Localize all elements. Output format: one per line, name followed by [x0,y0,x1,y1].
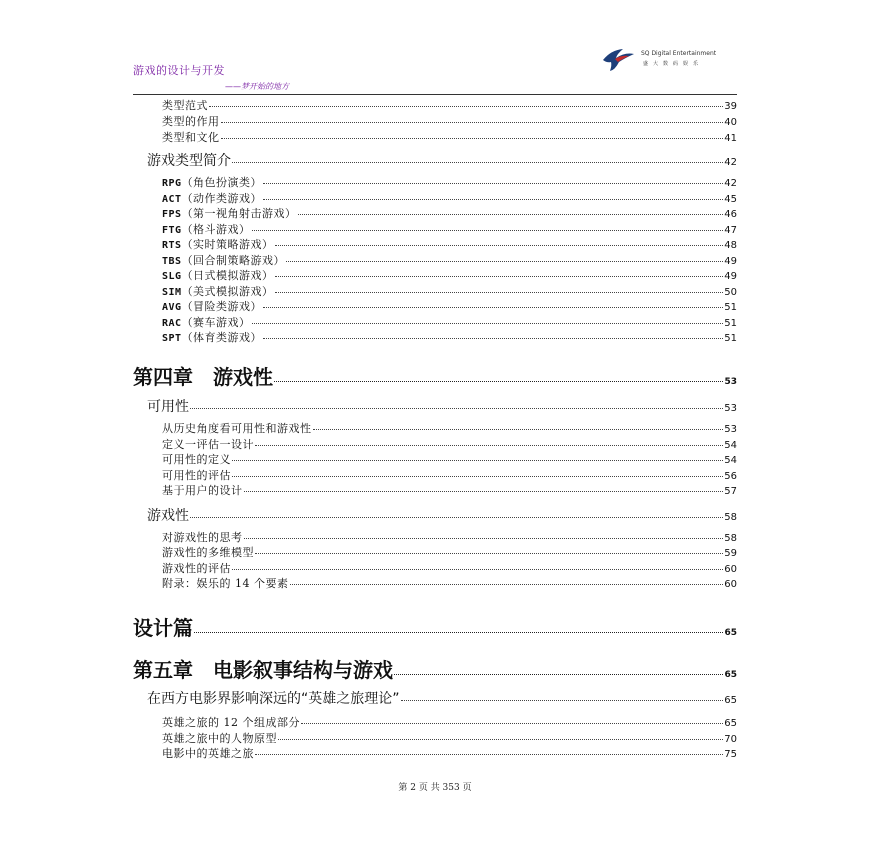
toc-entry-text: 类型的作用 [162,115,220,128]
toc-entry-page: 51 [724,302,737,313]
toc-entry-abbr: RTS [162,240,182,251]
toc-dot-leader [301,723,723,724]
logo-chinese-text: 盛大数码娱乐 [643,61,704,67]
toc-entry-label [162,714,300,730]
toc-entry-label [162,314,251,330]
toc-entry-label [162,221,251,237]
toc-entry-text: 对游戏性的思考 [162,531,243,544]
toc-entry-text: 游戏性的评估 [162,562,231,575]
toc-entry[interactable] [147,396,737,416]
toc-entry-page: 65 [724,628,737,638]
toc-entry[interactable] [162,730,737,746]
toc-entry-page: 48 [724,240,737,251]
toc-entry-text: 类型和文化 [162,131,220,144]
toc-dot-leader [263,199,723,200]
company-logo [601,46,731,74]
toc-entry[interactable] [133,654,737,683]
toc-entry-abbr: FPS [162,209,182,220]
toc-dot-leader [401,700,724,701]
toc-entry-label [162,283,274,299]
toc-dot-leader [209,106,723,107]
toc-entry-label [162,420,312,436]
toc-entry-abbr: SPT [162,333,182,344]
toc-dot-leader [255,553,723,554]
toc-entry[interactable] [162,714,737,730]
toc-dot-leader [232,569,723,570]
toc-entry[interactable] [162,529,737,545]
toc-entry-text: 类型范式 [162,99,208,112]
toc-entry-text: 可用性的定义 [162,453,231,466]
toc-dot-leader [221,122,724,123]
toc-entry-abbr: RAC [162,318,182,329]
toc-entry-page: 75 [724,749,737,760]
toc-dot-leader [275,245,724,246]
toc-entry-page: 47 [724,225,737,236]
toc-entry[interactable] [162,436,737,452]
toc-entry-label [162,113,220,129]
toc-entry-label [162,730,277,746]
toc-entry-text: 可用性 [147,399,189,415]
toc-entry-page: 40 [724,117,737,128]
toc-entry-label [162,745,254,761]
toc-entry[interactable] [162,221,737,237]
toc-dot-leader [255,445,723,446]
toc-entry-label [162,174,262,190]
toc-entry-page: 53 [724,403,737,414]
toc-entry[interactable] [133,612,737,641]
toc-entry-label [162,482,243,498]
toc-entry[interactable] [162,482,737,498]
toc-dot-leader [190,408,723,409]
toc-entry[interactable] [162,745,737,761]
toc-entry[interactable] [162,467,737,483]
toc-entry-page: 49 [724,271,737,282]
document-header-title: 游戏的设计与开发 [133,64,225,77]
toc-entry-text: （体育类游戏） [181,331,263,344]
toc-entry[interactable] [162,283,737,299]
toc-entry-page: 65 [724,670,737,680]
toc-entry-page: 58 [724,533,737,544]
document-header-subtitle: ——梦开始的地方 [225,82,289,91]
toc-dot-leader [275,292,724,293]
toc-entry-label [162,190,262,206]
page-footer: 第 2 页 共 353 页 [398,783,472,793]
toc-entry-page: 45 [724,194,737,205]
toc-dot-leader [274,381,723,382]
toc-entry[interactable] [162,236,737,252]
toc-entry[interactable] [162,544,737,560]
toc-dot-leader [263,307,723,308]
toc-entry-page: 65 [724,695,737,706]
toc-entry-page: 65 [724,718,737,729]
toc-entry-page: 46 [724,209,737,220]
logo-bird-icon [601,46,635,72]
toc-entry[interactable] [162,314,737,330]
toc-entry-label [162,298,262,314]
toc-entry-text: （角色扮演类） [181,176,263,189]
toc-entry-text: （格斗游戏） [181,223,251,236]
toc-entry[interactable] [162,190,737,206]
toc-dot-leader [244,538,724,539]
toc-entry-text: 英雄之旅中的人物原型 [162,732,277,745]
toc-entry-text: 游戏性的多维模型 [162,546,254,559]
toc-entry-text: 第四章 游戏性 [133,365,273,389]
toc-entry[interactable] [162,298,737,314]
toc-entry[interactable] [162,205,737,221]
toc-dot-leader [263,183,723,184]
toc-entry-page: 60 [724,579,737,590]
toc-entry-label [162,329,262,345]
toc-entry-text: 基于用户的设计 [162,484,243,497]
toc-entry-page: 41 [724,133,737,144]
toc-entry-text: 英雄之旅的 12 个组成部分 [162,716,300,729]
toc-entry[interactable] [162,113,737,129]
toc-entry-text: 在西方电影界影响深远的“英雄之旅理论” [147,691,400,707]
toc-entry-abbr: AVG [162,302,182,313]
toc-entry-label [147,150,231,170]
toc-entry-label [162,529,243,545]
toc-dot-leader [255,754,723,755]
header-divider [133,94,737,95]
toc-dot-leader [232,476,723,477]
toc-entry-abbr: ACT [162,194,182,205]
toc-entry[interactable] [162,252,737,268]
toc-dot-leader [313,429,724,430]
toc-entry-label [162,129,220,145]
toc-dot-leader [286,261,723,262]
toc-entry-text: 从历史角度看可用性和游戏性 [162,422,312,435]
toc-dot-leader [232,162,723,163]
toc-entry-page: 57 [724,486,737,497]
toc-entry-page: 54 [724,440,737,451]
toc-entry[interactable] [147,505,737,525]
toc-entry[interactable] [133,361,737,390]
toc-entry-label [147,688,400,708]
toc-entry-label [133,361,273,390]
toc-entry-page: 51 [724,318,737,329]
toc-entry-label [162,560,231,576]
toc-dot-leader [278,739,723,740]
toc-entry-text: 第五章 电影叙事结构与游戏 [133,658,393,682]
toc-entry-page: 42 [724,178,737,189]
toc-dot-leader [194,632,723,633]
toc-entry-page: 59 [724,548,737,559]
toc-entry-page: 54 [724,455,737,466]
toc-entry-text: （美式模拟游戏） [181,285,274,298]
toc-entry[interactable] [162,267,737,283]
toc-entry[interactable] [162,97,737,113]
toc-entry-abbr: SIM [162,287,182,298]
toc-entry-label [162,236,274,252]
toc-dot-leader [275,276,724,277]
toc-entry-label [162,575,289,591]
toc-entry[interactable] [147,150,737,170]
toc-dot-leader [232,460,723,461]
toc-entry-text: 设计篇 [133,616,193,640]
toc-entry-text: （冒险类游戏） [181,300,263,313]
toc-dot-leader [190,517,723,518]
toc-entry-text: （日式模拟游戏） [181,269,274,282]
toc-entry-page: 39 [724,101,737,112]
toc-entry-text: 可用性的评估 [162,469,231,482]
toc-dot-leader [298,214,724,215]
toc-entry-label [162,267,274,283]
logo-english-text: SQ Digital Entertainment [641,50,717,57]
toc-entry[interactable] [162,420,737,436]
toc-entry-abbr: SLG [162,271,182,282]
toc-entry-label [147,396,189,416]
toc-entry-page: 70 [724,734,737,745]
toc-entry[interactable] [162,560,737,576]
toc-entry-label [133,654,393,683]
toc-dot-leader [252,323,724,324]
toc-entry[interactable] [162,174,737,190]
toc-entry-label [162,436,254,452]
toc-dot-leader [394,674,723,675]
toc-entry[interactable] [147,688,737,708]
toc-entry[interactable] [162,329,737,345]
toc-entry-text: （第一视角射击游戏） [181,207,297,220]
toc-entry[interactable] [162,129,737,145]
toc-entry-page: 58 [724,512,737,523]
toc-entry-text: （动作类游戏） [181,192,263,205]
toc-entry-label [162,544,254,560]
toc-entry-label [162,252,285,268]
toc-entry[interactable] [162,575,737,591]
toc-entry-abbr: FTG [162,225,182,236]
toc-entry-page: 53 [724,377,737,387]
toc-entry-text: 附录：娱乐的 14 个要素 [162,577,289,590]
toc-dot-leader [263,338,723,339]
toc-entry-page: 53 [724,424,737,435]
toc-dot-leader [290,584,724,585]
toc-dot-leader [244,491,724,492]
toc-entry-text: （回合制策略游戏） [181,254,286,267]
toc-entry-page: 51 [724,333,737,344]
toc-entry-label [162,467,231,483]
toc-entry-text: （赛车游戏） [181,316,251,329]
toc-entry[interactable] [162,451,737,467]
toc-entry-abbr: TBS [162,256,182,267]
toc-entry-label [147,505,189,525]
toc-entry-label [162,97,208,113]
toc-entry-label [162,205,297,221]
toc-entry-label [133,612,193,641]
toc-entry-label [162,451,231,467]
toc-entry-text: 游戏性 [147,508,189,524]
toc-entry-page: 42 [724,157,737,168]
toc-dot-leader [221,138,724,139]
toc-entry-text: 游戏类型简介 [147,153,231,169]
toc-entry-page: 49 [724,256,737,267]
toc-entry-page: 50 [724,287,737,298]
toc-entry-abbr: RPG [162,178,182,189]
toc-entry-text: 定义一评估一设计 [162,438,254,451]
toc-entry-page: 56 [724,471,737,482]
toc-entry-page: 60 [724,564,737,575]
toc-dot-leader [252,230,724,231]
toc-entry-text: （实时策略游戏） [181,238,274,251]
toc-entry-text: 电影中的英雄之旅 [162,747,254,760]
